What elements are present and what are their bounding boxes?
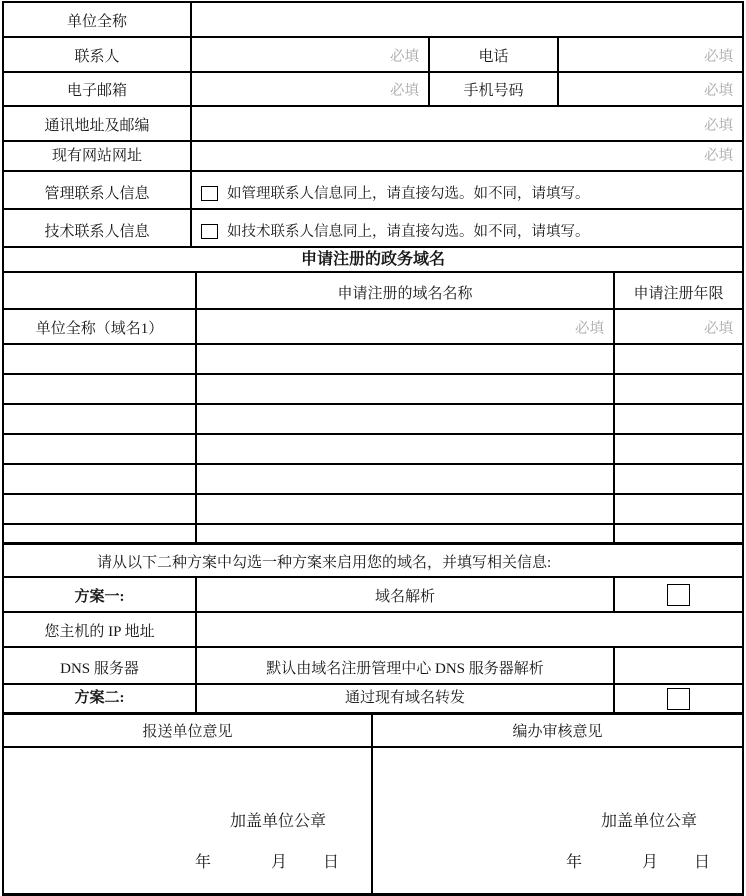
domain-row6-name-field[interactable] [197,465,615,495]
required-hint: 必填 [704,83,733,99]
email-field[interactable] [192,73,430,107]
applicant-info-table [4,3,742,248]
plan1-option-label: 域名解析 [197,578,615,613]
admin-contact-note-cell [192,172,742,210]
domain-years-column-header: 申请注册年限 [615,273,742,310]
domain-row8-years-field[interactable] [615,525,742,545]
domain-row7-label-cell[interactable] [4,495,197,525]
tech-contact-note: 如技术联系人信息同上，请直接勾选。如不同，请填写。 [227,224,590,240]
website-label: 现有网站网址 [4,142,192,172]
email-label: 电子邮箱 [4,73,192,107]
application-form [2,1,744,896]
domain1-name-field[interactable] [197,310,615,345]
domain-section-title-row [4,248,742,273]
plan-instruction-row [4,545,742,578]
dns-server-extra-field[interactable] [615,648,742,685]
submit-opinion-area[interactable] [4,748,373,893]
dns-server-label: DNS 服务器 [4,648,197,685]
plan1-label: 方案一: [4,578,197,613]
phone-field[interactable] [559,38,742,73]
domain-row8-label-cell[interactable] [4,525,197,545]
domain-header-spacer-cell [4,273,197,310]
domain-row5-label-cell[interactable] [4,435,197,465]
domain1-label: 单位全称（域名1） [4,310,197,345]
website-field[interactable] [192,142,742,172]
tech-contact-note-cell [192,210,742,248]
domain-row2-label-cell[interactable] [4,345,197,375]
plan-instruction: 请从以下二种方案中勾选一种方案来启用您的域名，并填写相关信息: [4,545,742,578]
required-hint: 必填 [575,321,604,337]
admin-contact-label: 管理联系人信息 [4,172,192,210]
domain-row6-label-cell[interactable] [4,465,197,495]
domain-row2-name-field[interactable] [197,345,615,375]
mobile-label: 手机号码 [430,73,559,107]
admin-contact-note: 如管理联系人信息同上，请直接勾选。如不同，请填写。 [227,186,590,202]
host-ip-field[interactable] [197,613,742,648]
contact-name-label: 联系人 [4,38,192,73]
domain-row4-name-field[interactable] [197,405,615,435]
date-day-label: 日 [693,854,710,871]
address-label: 通讯地址及邮编 [4,107,192,142]
plan2-option-label: 通过现有域名转发 [197,685,615,715]
domain-row8-name-field[interactable] [197,525,615,545]
plan1-checkbox-cell [615,578,742,613]
plan2-label: 方案二: [4,685,197,715]
required-hint: 必填 [704,148,733,164]
mobile-field[interactable] [559,73,742,107]
domain1-years-field[interactable] [615,310,742,345]
submit-opinion-header: 报送单位意见 [4,715,373,748]
domain-row6-years-field[interactable] [615,465,742,495]
plan1-checkbox[interactable] [667,584,690,606]
domain-row5-years-field[interactable] [615,435,742,465]
stamp-instruction: 加盖单位公章 [229,813,326,830]
contact-name-field[interactable] [192,38,430,73]
unit-name-label: 单位全称 [4,3,192,38]
date-year-label: 年 [194,854,211,871]
required-hint: 必填 [704,321,733,337]
review-opinion-header: 编办审核意见 [373,715,742,748]
address-field[interactable] [192,107,742,142]
dns-server-value: 默认由域名注册管理中心 DNS 服务器解析 [197,648,615,685]
domain-row7-name-field[interactable] [197,495,615,525]
domain-row4-label-cell[interactable] [4,405,197,435]
domain-row2-years-field[interactable] [615,345,742,375]
host-ip-label: 您主机的 IP 地址 [4,613,197,648]
date-month-label: 月 [641,854,658,871]
phone-label: 电话 [430,38,559,73]
unit-name-field[interactable] [192,3,742,38]
admin-same-as-above-checkbox[interactable] [201,186,218,201]
required-hint: 必填 [704,118,733,134]
domain-row7-years-field[interactable] [615,495,742,525]
date-year-label: 年 [565,854,582,871]
plan-table [4,578,742,715]
domain-row3-years-field[interactable] [615,375,742,405]
review-opinion-area[interactable] [373,748,742,893]
domain-table [4,273,742,545]
date-day-label: 日 [322,854,339,871]
domain-row5-name-field[interactable] [197,435,615,465]
tech-same-as-above-checkbox[interactable] [201,224,218,239]
date-line [373,849,742,872]
date-line [4,849,371,872]
domain-row4-years-field[interactable] [615,405,742,435]
stamp-instruction: 加盖单位公章 [600,813,697,830]
required-hint: 必填 [704,49,733,65]
domain-row3-label-cell[interactable] [4,375,197,405]
required-hint: 必填 [390,83,419,99]
plan2-checkbox-cell [615,685,742,715]
required-hint: 必填 [390,49,419,65]
plan2-checkbox[interactable] [667,688,690,710]
domain-row3-name-field[interactable] [197,375,615,405]
date-month-label: 月 [270,854,287,871]
domain-section-title: 申请注册的政务域名 [4,248,742,273]
approval-table [4,715,742,893]
domain-name-column-header: 申请注册的域名名称 [197,273,615,310]
tech-contact-label: 技术联系人信息 [4,210,192,248]
